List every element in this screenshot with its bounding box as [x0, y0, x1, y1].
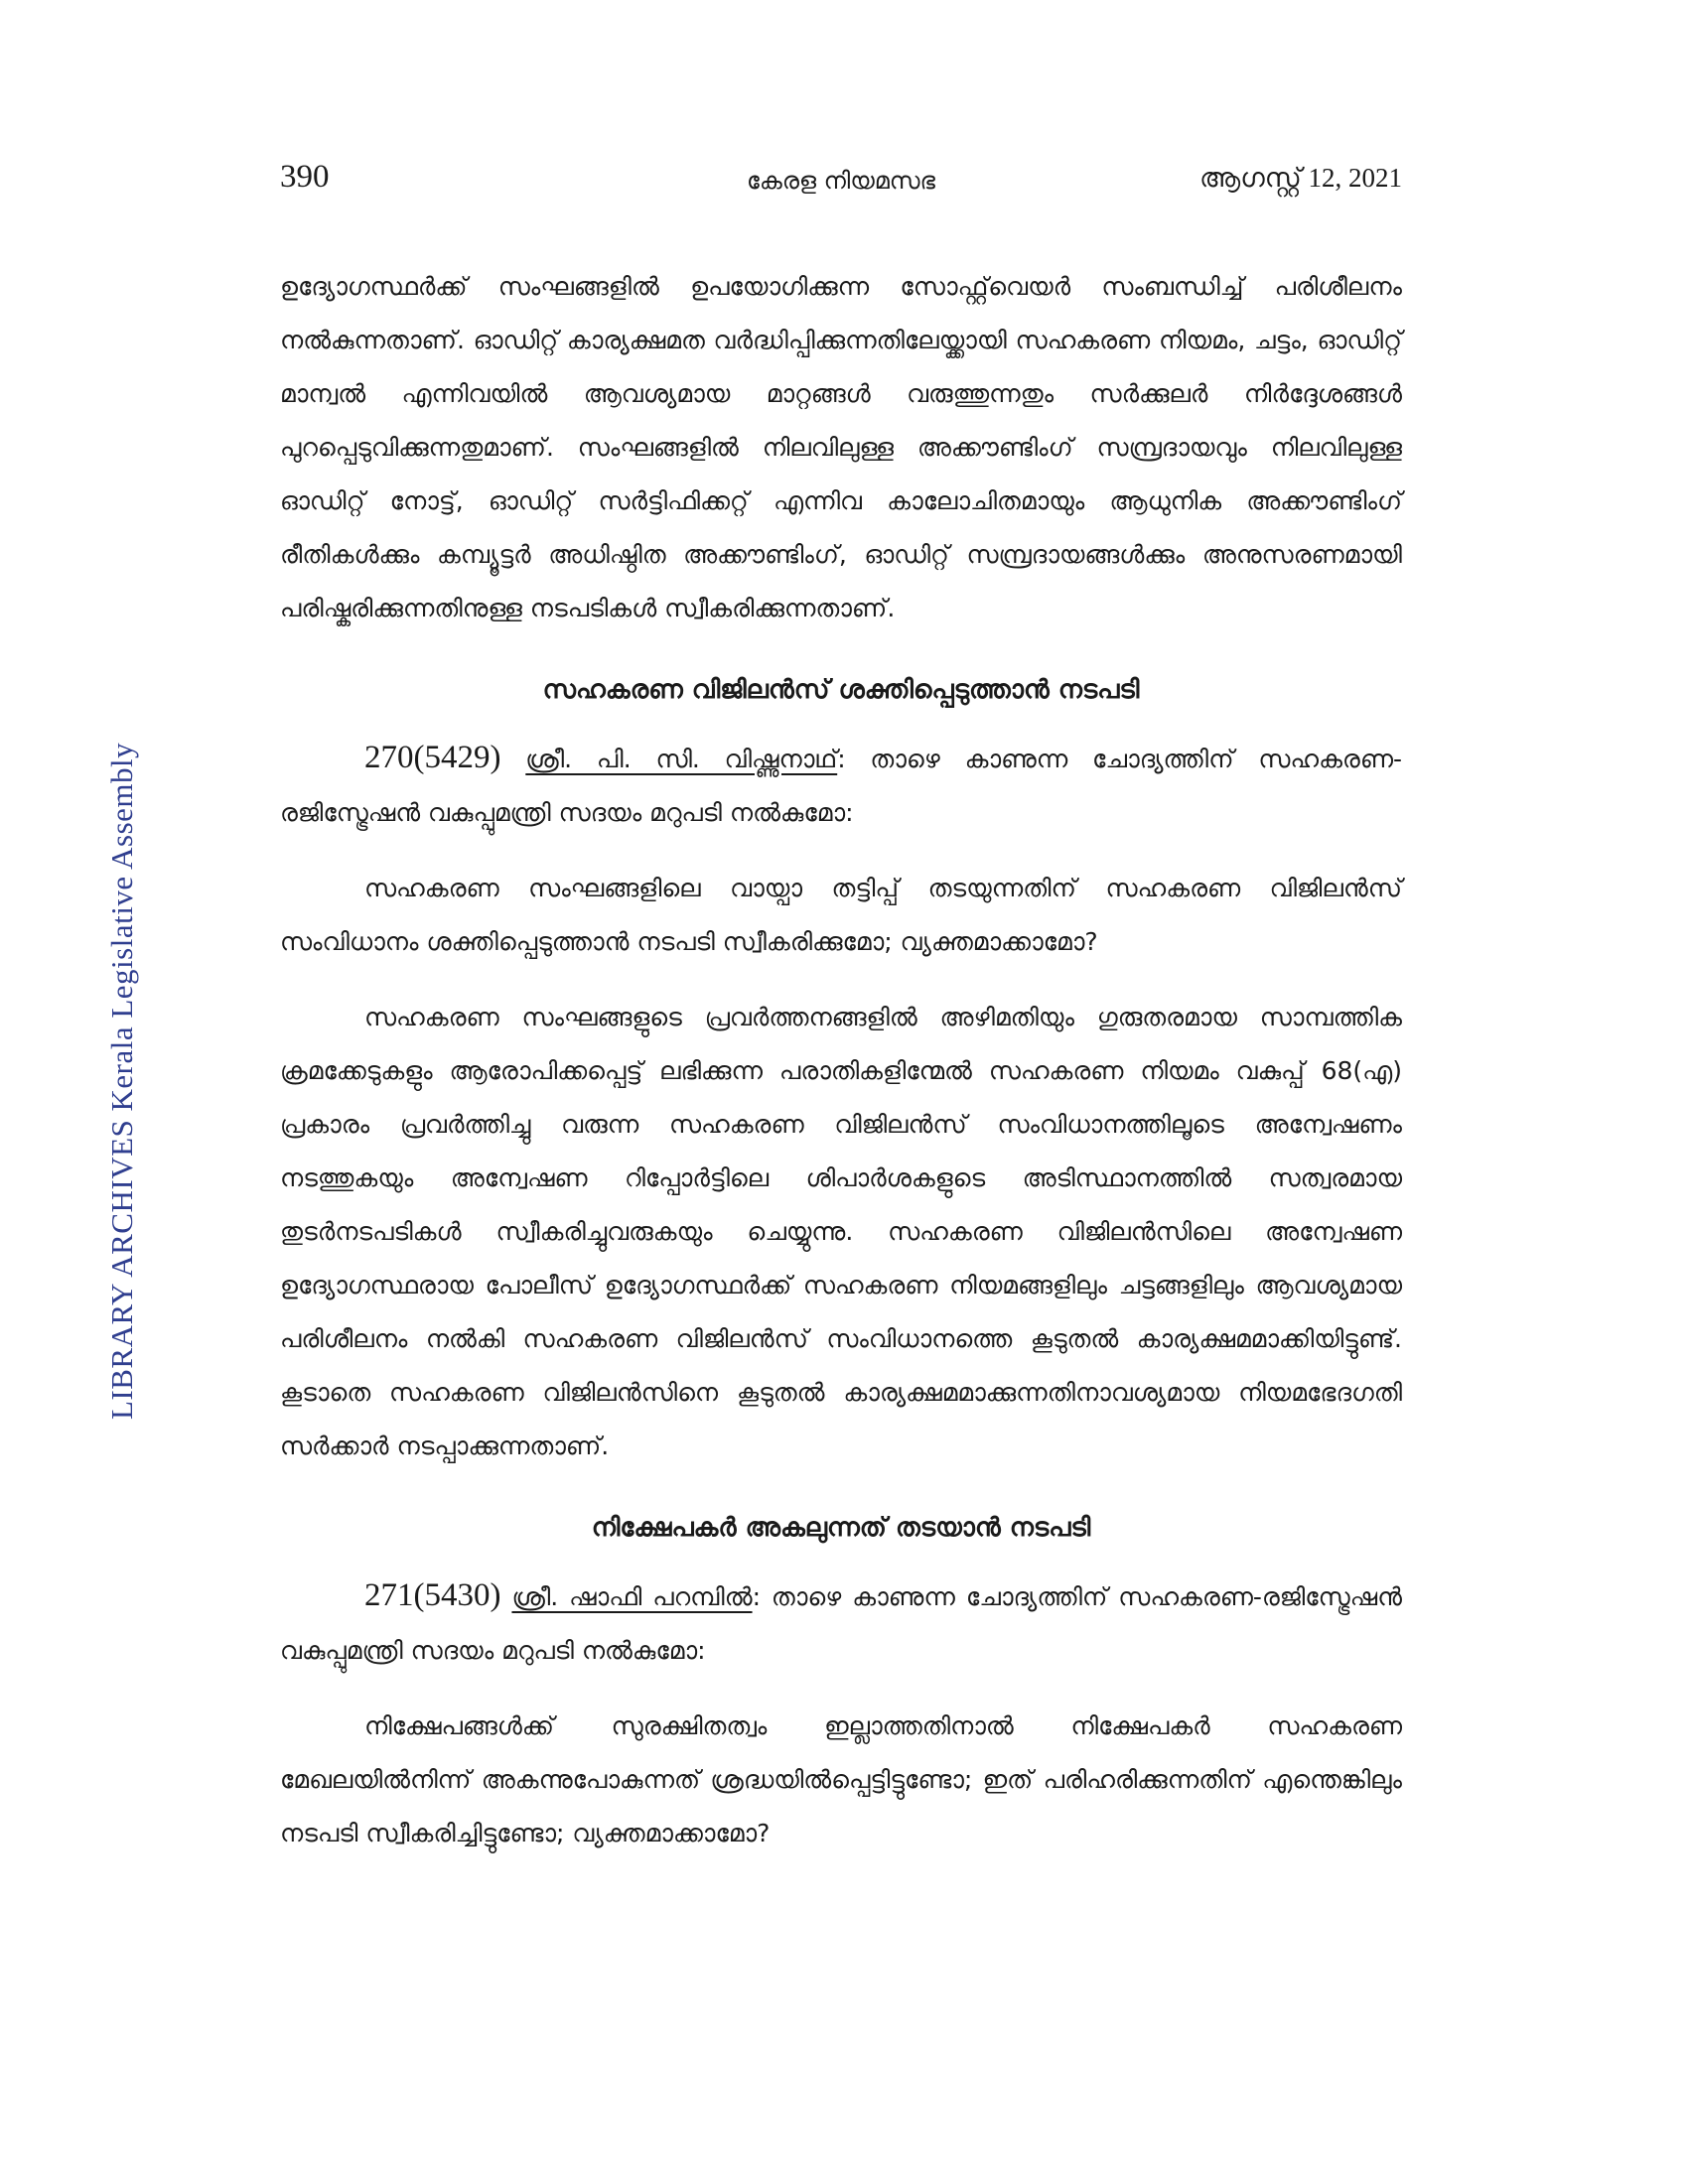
page-number: 390	[280, 159, 330, 195]
member-name: ശ്രീ. പി. സി. വിഷ്ണുനാഥ്	[525, 745, 838, 773]
answer-text: സഹകരണ സംഘങ്ങളുടെ പ്രവർത്തനങ്ങളിൽ അഴിമതിയും ഗുരുതരമായ സാമ്പത്തിക ക്രമക്കേടുകളും ആരോപിക്കപ്പെട്ട് ലഭിക്കുന്ന പരാതികളിന്മേൽ സഹകരണ നിയമം വകുപ്പ് 68(എ) പ്രകാരം പ്രവർത്തിച്ചു വരുന്ന സഹകരണ വിജിലൻസ് സംവിധാനത്തിലൂടെ അന്വേഷണം നടത്തുകയും അന്വേഷണ റിപ്പോർട്ടിലെ ശിപാർശകളുടെ അടിസ്ഥാനത്തിൽ സത്വരമായ തുടർനടപടികൾ സ്വീകരിച്ചുവരുകയും ചെയ്യുന്നു. സഹകരണ വിജിലൻസിലെ അന്വേഷണ ഉദ്യോഗസ്ഥരായ പോലീസ് ഉദ്യോഗസ്ഥർക്ക് സഹകരണ നിയമങ്ങളിലും ചട്ടങ്ങളിലും ആവശ്യമായ പരിശീലനം നൽകി സഹകരണ വിജിലൻസ് സംവിധാനത്തെ കൂടുതൽ കാര്യക്ഷമമാക്കിയിട്ടുണ്ട്. കൂടാതെ സഹകരണ വിജിലൻസിനെ കൂടുതൽ കാര്യക്ഷമമാക്കുന്നതിനാവശ്യമായ നിയമഭേദഗതി സർക്കാർ നടപ്പാക്കുന്നതാണ്.	[280, 1003, 1402, 1460]
page-date: ആഗസ്റ്റ് 12, 2021	[1199, 163, 1402, 193]
archive-stamp: LIBRARY ARCHIVES Kerala Legislative Assembly	[104, 742, 139, 1420]
page-content	[280, 260, 1402, 1860]
question-text: സഹകരണ സംഘങ്ങളിലെ വായ്പാ തട്ടിപ്പ് തടയുന്നതിന് സഹകരണ വിജിലൻസ് സംവിധാനം ശക്തിപ്പെടുത്താൻ നടപടി സ്വീകരിക്കുമോ; വ്യക്തമാക്കാമോ?	[280, 874, 1402, 956]
question-intro-text: : താഴെ കാണുന്ന ചോദ്യത്തിന് സഹകരണ-രജിസ്ട്രേഷൻ വകുപ്പുമന്ത്രി സദയം മറുപടി നൽകുമോ:	[280, 1582, 1402, 1665]
section-heading: സഹകരണ വിജിലൻസ് ശക്തിപ്പെടുത്താൻ നടപടി	[542, 675, 1140, 705]
intro-paragraph: ഉദ്യോഗസ്ഥർക്ക് സംഘങ്ങളിൽ ഉപയോഗിക്കുന്ന സോഫ്റ്റ്‌വെയർ സംബന്ധിച്ച് പരിശീലനം നൽകുന്നതാണ്. ഓഡിറ്റ് കാര്യക്ഷമത വർദ്ധിപ്പിക്കുന്നതിലേയ്ക്കായി സഹകരണ നിയമം, ചട്ടം, ഓഡിറ്റ് മാന്വൽ എന്നിവയിൽ ആവശ്യമായ മാറ്റങ്ങൾ വരുത്തുന്നതും സർക്കുലർ നിർദ്ദേശങ്ങൾ പുറപ്പെടുവിക്കുന്നതുമാണ്. സംഘങ്ങളിൽ നിലവിലുള്ള അക്കൗണ്ടിംഗ് സമ്പ്രദായവും നിലവിലുള്ള ഓഡിറ്റ് നോട്ട്, ഓഡിറ്റ് സർട്ടിഫിക്കറ്റ് എന്നിവ കാലോചിതമായും ആധുനിക അക്കൗണ്ടിംഗ് രീതികൾക്കും കമ്പ്യൂട്ടർ അധിഷ്ഠിത അക്കൗണ്ടിംഗ്, ഓഡിറ്റ് സമ്പ്രദായങ്ങൾക്കും അനുസരണമായി പരിഷ്കരിക്കുന്നതിനുള്ള നടപടികൾ സ്വീകരിക്കുന്നതാണ്.	[280, 272, 1402, 622]
question-intro-text: : താഴെ കാണുന്ന ചോദ്യത്തിന് സഹകരണ-രജിസ്ട്രേഷൻ വകുപ്പുമന്ത്രി സദയം മറുപടി നൽകുമോ:	[280, 745, 1402, 827]
question-intro	[280, 731, 1402, 840]
member-name: ശ്രീ. ഷാഫി പറമ്പിൽ	[511, 1582, 753, 1611]
question-intro	[280, 1569, 1402, 1678]
running-title: കേരള നിയമസഭ	[746, 167, 936, 195]
section-heading: നിക്ഷേപകർ അകലുന്നത് തടയാൻ നടപടി	[591, 1513, 1091, 1543]
question-section-270	[280, 663, 1402, 1473]
question-text: നിക്ഷേപങ്ങൾക്ക് സുരക്ഷിതത്വം ഇല്ലാത്തതിനാൽ നിക്ഷേപകർ സഹകരണ മേഖലയിൽനിന്ന് അകന്നുപോകുന്നത് ശ്രദ്ധയിൽപ്പെട്ടിട്ടുണ്ടോ; ഇത് പരിഹരിക്കുന്നതിന് എന്തെങ്കിലും നടപടി സ്വീകരിച്ചിട്ടുണ്ടോ; വ്യക്തമാക്കാമോ?	[280, 1711, 1402, 1847]
question-number: 270(5429)	[364, 740, 501, 775]
question-section-271	[280, 1501, 1402, 1860]
question-number: 271(5430)	[364, 1577, 501, 1613]
page-header	[280, 159, 1402, 208]
